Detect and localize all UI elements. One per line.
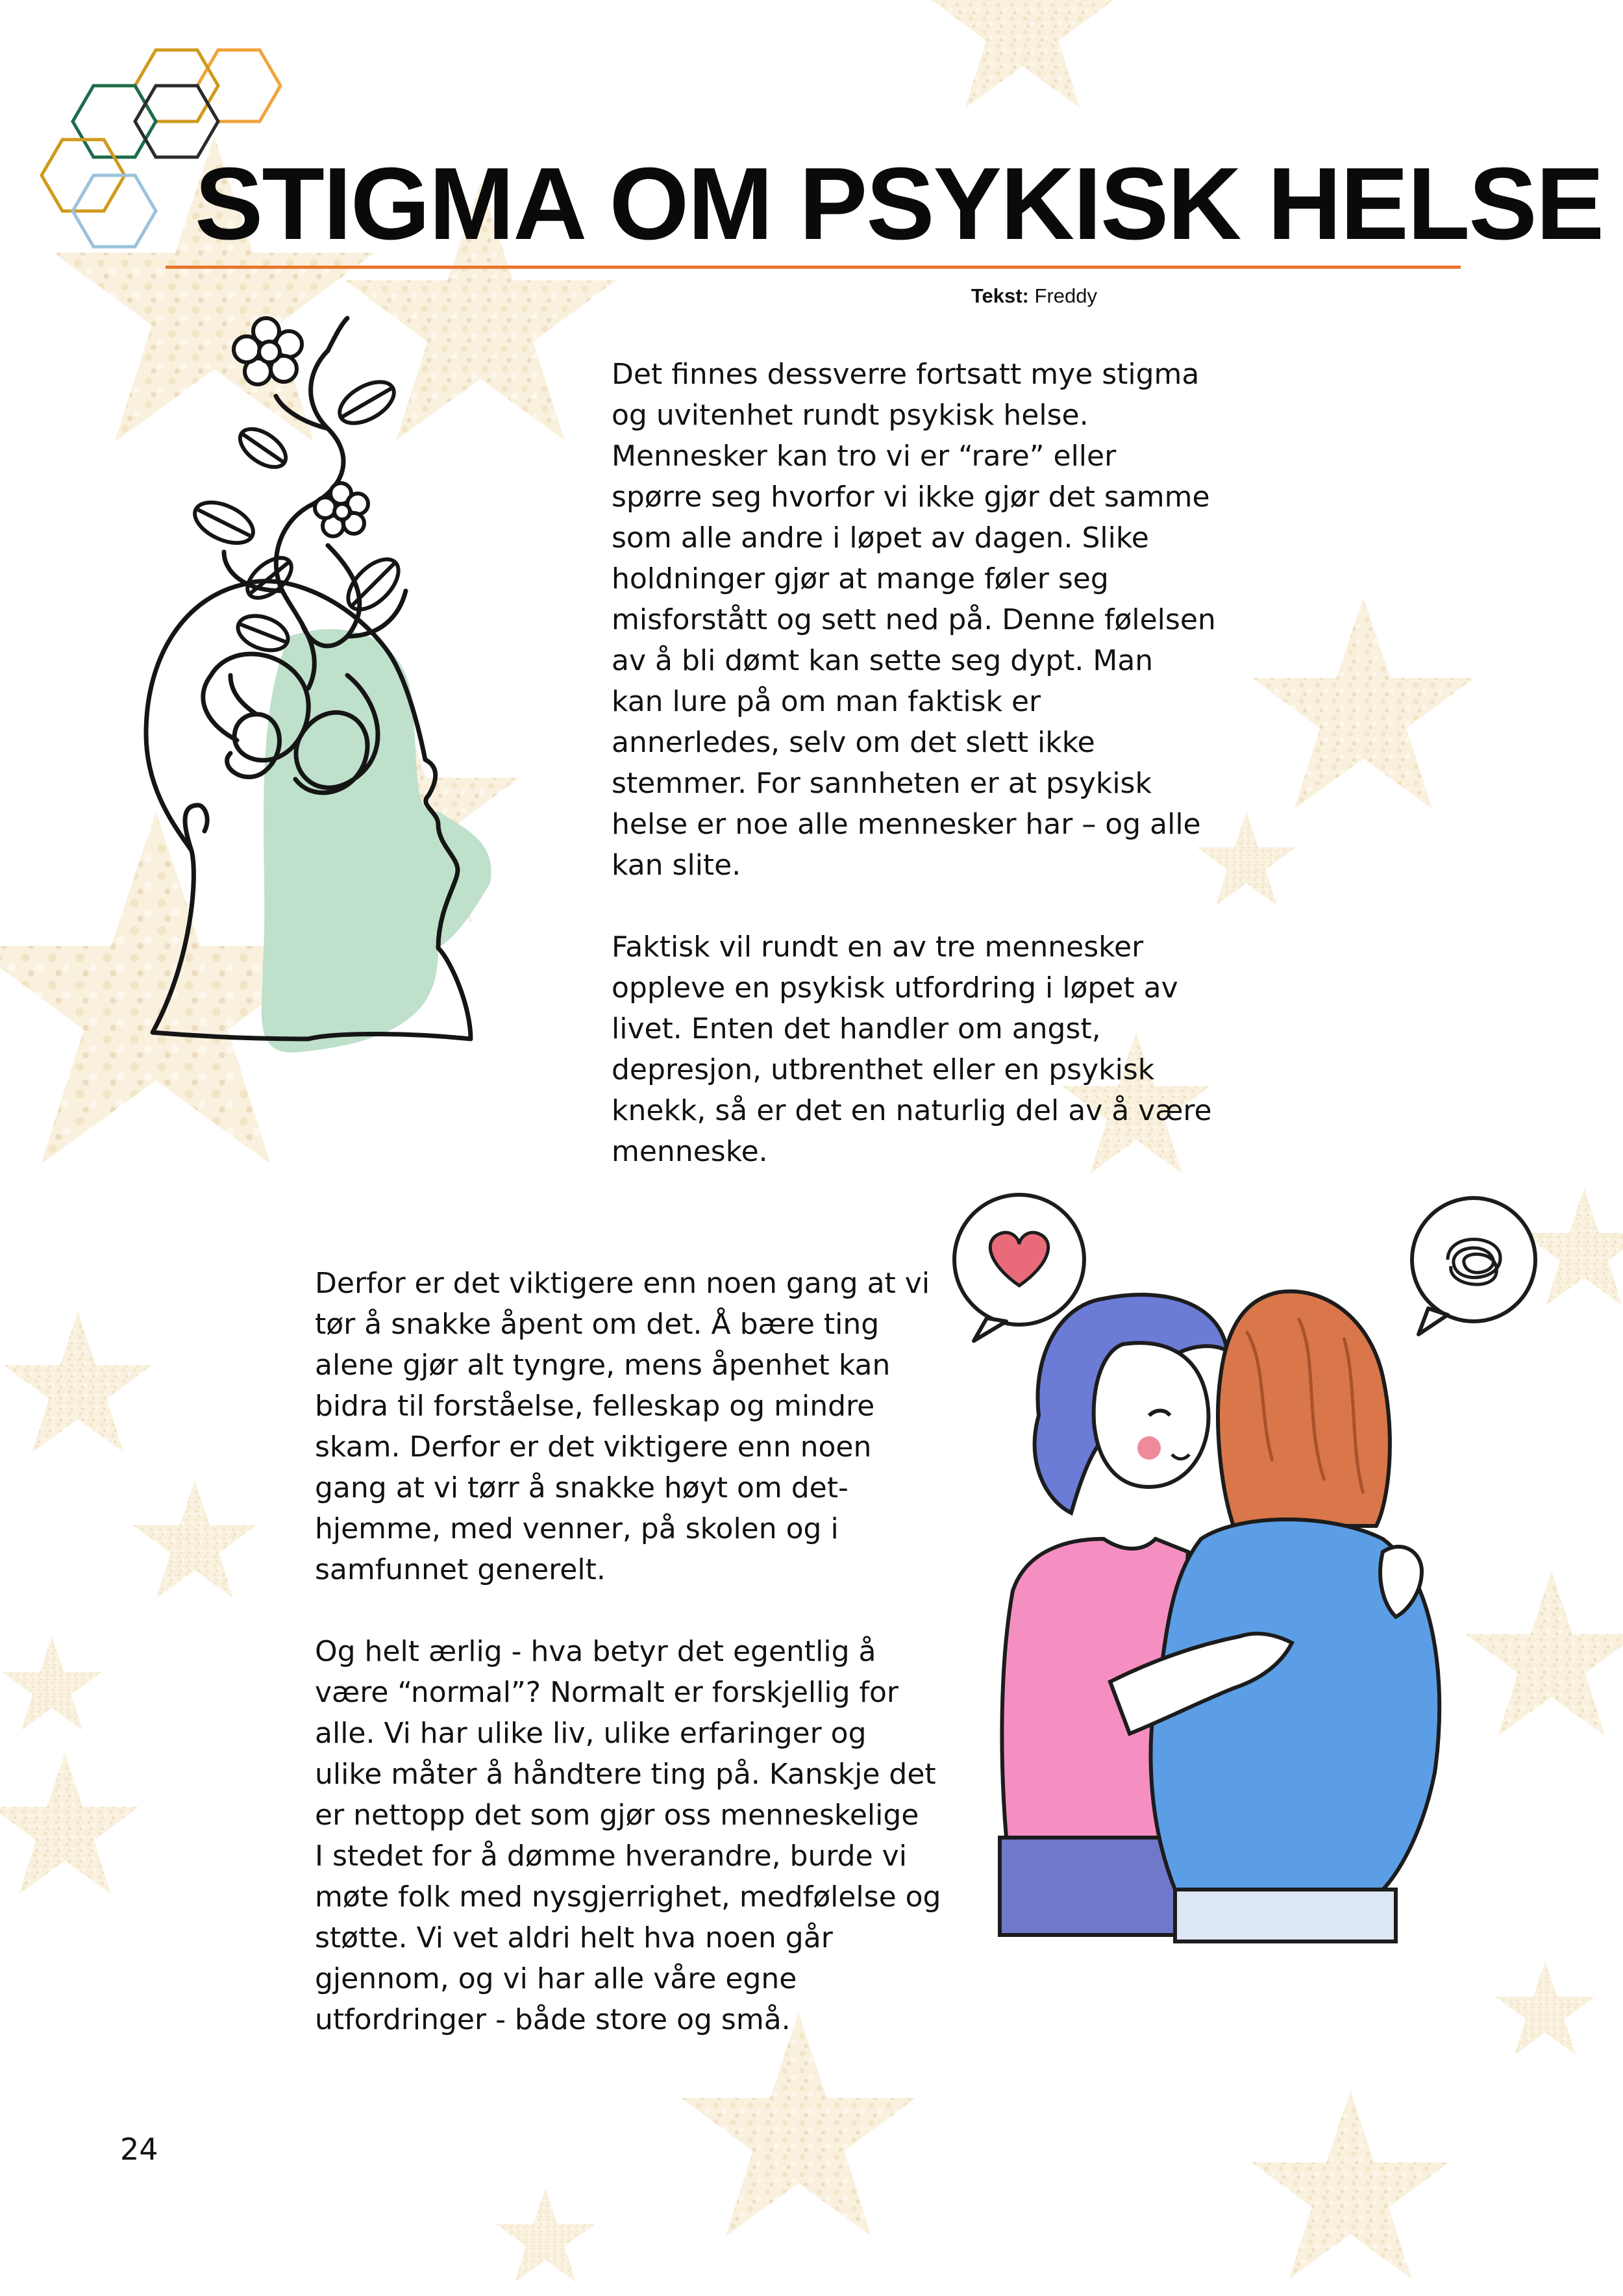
text-line: depresjon, utbrenthet eller en psykisk: [612, 1053, 1155, 1086]
text-line: alene gjør alt tyngre, mens åpenhet kan: [315, 1349, 891, 1382]
text-line: hjemme, med venner, på skolen og i: [315, 1512, 839, 1545]
text-line: livet. Enten det handler om angst,: [612, 1012, 1101, 1045]
title-underline: [166, 266, 1461, 269]
text-line: gang at vi tørr å snakke høyt om det-: [315, 1471, 849, 1504]
text-line: møte folk med nysgjerrighet, medfølelse og: [315, 1880, 941, 1914]
text-line: spørre seg hvorfor vi ikke gjør det samme: [612, 480, 1210, 514]
text-line: annerledes, selv om det slett ikke: [612, 726, 1095, 759]
text-line: Det finnes dessverre fortsatt mye stigma: [612, 358, 1200, 391]
text-line: av å bli dømt kan sette seg dypt. Man: [612, 644, 1154, 677]
text-line: kan slite.: [612, 849, 741, 882]
text-line: ulike måter å håndtere ting på. Kanskje det: [315, 1758, 936, 1791]
text-line: alle. Vi har ulike liv, ulike erfaringer og: [315, 1717, 867, 1750]
text-line: skam. Derfor er det viktigere enn noen: [315, 1430, 872, 1464]
text-line: og uvitenhet rundt psykisk helse.: [612, 399, 1089, 432]
text-line: I stedet for å dømme hverandre, burde vi: [315, 1840, 907, 1873]
text-line: misforstått og sett ned på. Denne følelsen: [612, 603, 1216, 636]
text-line: bidra til forståelse, felleskap og mindre: [315, 1390, 875, 1423]
text-line: Derfor er det viktigere enn noen gang at vi: [315, 1267, 930, 1300]
text-line: Faktisk vil rundt en av tre mennesker: [612, 930, 1144, 964]
text-line: stemmer. For sannheten er at psykisk: [612, 767, 1152, 800]
text-line: menneske.: [612, 1135, 768, 1168]
paragraph-stigma: [612, 354, 1215, 886]
text-line: kan lure på om man faktisk er: [612, 685, 1041, 718]
text-line: helse er noe alle mennesker har – og alle: [612, 808, 1201, 841]
text-line: holdninger gjør at mange føler seg: [612, 562, 1109, 595]
paragraph-normal: [315, 1631, 941, 2040]
byline-author: Freddy: [1034, 284, 1097, 307]
paragraph-openness: [315, 1263, 930, 1590]
text-line: knekk, så er det en naturlig del av å være: [612, 1094, 1212, 1127]
text-line: være “normal”? Normalt er forskjellig for: [315, 1676, 898, 1709]
text-line: utfordringer - både store og små.: [315, 2003, 791, 2036]
article-column-top: [612, 354, 1215, 1213]
hug-illustration: [928, 1188, 1539, 1954]
head-flower-icon: [133, 312, 497, 1058]
text-line: som alle andre i løpet av dagen. Slike: [612, 521, 1149, 555]
text-line: samfunnet generelt.: [315, 1553, 606, 1586]
text-line: Og helt ærlig - hva betyr det egentlig å: [315, 1635, 876, 1668]
scribble-bubble-icon: [1412, 1198, 1535, 1334]
page-number: 24: [120, 2132, 158, 2167]
page-title: STIGMA OM PSYKISK HELSE: [195, 147, 1604, 261]
text-line: oppleve en psykisk utfordring i løpet av: [612, 971, 1178, 1004]
byline-label: Tekst:: [971, 284, 1029, 307]
text-line: støtte. Vi vet aldri helt hva noen går: [315, 1921, 833, 1954]
paragraph-statistics: [612, 927, 1215, 1172]
article-column-bottom: [315, 1263, 941, 2081]
text-line: gjennom, og vi har alle våre egne: [315, 1962, 797, 1995]
text-line: Mennesker kan tro vi er “rare” eller: [612, 440, 1117, 473]
text-line: tør å snakke åpent om det. Å bære ting: [315, 1308, 880, 1341]
text-line: er nettopp det som gjør oss menneskelige: [315, 1799, 919, 1832]
byline: [844, 284, 1097, 308]
